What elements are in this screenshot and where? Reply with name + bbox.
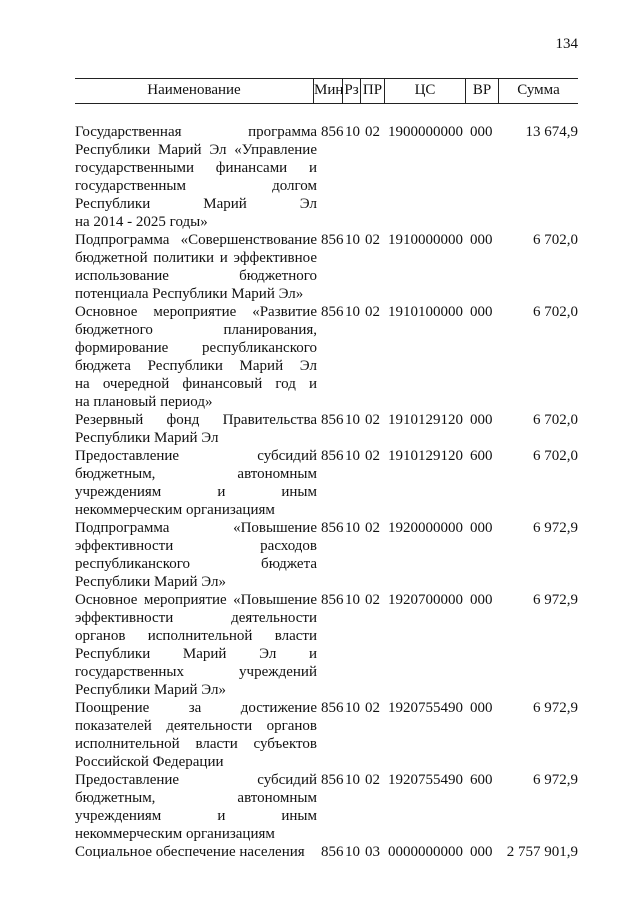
row-min: 856 xyxy=(321,700,344,716)
row-name xyxy=(75,231,317,303)
row-name-line: бюджетного планирования, xyxy=(75,322,317,338)
row-pr: 02 xyxy=(365,592,380,608)
row-min: 856 xyxy=(321,772,344,788)
header-min: Мин xyxy=(314,79,343,103)
row-cs: 1910000000 xyxy=(388,232,463,248)
row-rz: 10 xyxy=(345,448,360,464)
row-vr: 000 xyxy=(470,304,493,320)
row-sum: 6 972,9 xyxy=(533,700,578,716)
row-vr: 000 xyxy=(470,232,493,248)
header-pr: ПР xyxy=(361,79,385,103)
row-vr: 000 xyxy=(470,520,493,536)
row-name-line: эффективности расходов xyxy=(75,538,317,554)
row-name-line: показателей деятельности органов xyxy=(75,718,317,734)
row-rz: 10 xyxy=(345,592,360,608)
row-name-line: бюджетным, автономным xyxy=(75,790,317,806)
row-name-line: формирование республиканского xyxy=(75,340,317,356)
header-name: Наименование xyxy=(75,79,314,103)
row-name xyxy=(75,411,317,447)
row-cs: 1920000000 xyxy=(388,520,463,536)
row-name-line: на плановый период» xyxy=(75,394,213,410)
row-name-line: исполнительной власти субъектов xyxy=(75,736,317,752)
row-pr: 02 xyxy=(365,520,380,536)
row-pr: 02 xyxy=(365,304,380,320)
row-name-line: государственным долгом xyxy=(75,178,317,194)
row-cs: 1920755490 xyxy=(388,772,463,788)
row-cs: 1910129120 xyxy=(388,448,463,464)
row-name-line: Подпрограмма «Повышение xyxy=(75,520,317,536)
row-cs: 1910129120 xyxy=(388,412,463,428)
row-rz: 10 xyxy=(345,232,360,248)
row-name-line: эффективности деятельности xyxy=(75,610,317,626)
row-min: 856 xyxy=(321,124,344,140)
page-number: 134 xyxy=(555,36,578,52)
row-sum: 6 702,0 xyxy=(533,232,578,248)
row-sum: 6 702,0 xyxy=(533,412,578,428)
row-name-line: на очередной финансовый год и xyxy=(75,376,317,392)
row-cs: 1910100000 xyxy=(388,304,463,320)
row-name-line: бюджетной политики и эффективное xyxy=(75,250,317,266)
row-min: 856 xyxy=(321,844,344,860)
row-sum: 6 702,0 xyxy=(533,448,578,464)
row-name-line: Подпрограмма «Совершенствование xyxy=(75,232,317,248)
row-name-line: Республики Марий Эл и xyxy=(75,646,317,662)
row-name xyxy=(75,303,317,411)
row-cs: 1920700000 xyxy=(388,592,463,608)
row-vr: 000 xyxy=(470,700,493,716)
table-header xyxy=(75,78,578,104)
row-sum: 6 972,9 xyxy=(533,772,578,788)
row-name-line: Республики Марий Эл xyxy=(75,196,317,212)
row-name-line: учреждениям и иным xyxy=(75,808,317,824)
row-name xyxy=(75,843,317,861)
row-pr: 02 xyxy=(365,232,380,248)
header-cs: ЦС xyxy=(385,79,466,103)
row-name-line: Предоставление субсидий xyxy=(75,772,317,788)
row-pr: 02 xyxy=(365,412,380,428)
row-sum: 6 972,9 xyxy=(533,592,578,608)
row-name-line: потенциала Республики Марий Эл» xyxy=(75,286,304,302)
row-name xyxy=(75,771,317,843)
row-sum: 13 674,9 xyxy=(525,124,578,140)
row-vr: 000 xyxy=(470,592,493,608)
row-name xyxy=(75,519,317,591)
header-rz: Рз xyxy=(343,79,361,103)
row-min: 856 xyxy=(321,412,344,428)
row-name-line: Резервный фонд Правительства xyxy=(75,412,317,428)
row-rz: 10 xyxy=(345,124,360,140)
row-vr: 000 xyxy=(470,412,493,428)
row-min: 856 xyxy=(321,304,344,320)
row-pr: 02 xyxy=(365,772,380,788)
row-name-line: органов исполнительной власти xyxy=(75,628,317,644)
row-rz: 10 xyxy=(345,520,360,536)
row-name-line: Социальное обеспечение населения xyxy=(75,844,305,860)
row-name-line: Республики Марий Эл» xyxy=(75,574,226,590)
row-vr: 600 xyxy=(470,772,493,788)
row-name-line: учреждениям и иным xyxy=(75,484,317,500)
row-name-line: на 2014 - 2025 годы» xyxy=(75,214,208,230)
row-rz: 10 xyxy=(345,412,360,428)
row-vr: 600 xyxy=(470,448,493,464)
row-name-line: государственными финансами и xyxy=(75,160,317,176)
row-name-line: государственных учреждений xyxy=(75,664,317,680)
row-cs: 1900000000 xyxy=(388,124,463,140)
row-name-line: Основное мероприятие «Повышение xyxy=(75,592,317,608)
row-name-line: Республики Марий Эл xyxy=(75,430,219,446)
row-name-line: Российской Федерации xyxy=(75,754,224,770)
row-pr: 02 xyxy=(365,448,380,464)
row-name-line: бюджета Республики Марий Эл xyxy=(75,358,317,374)
row-sum: 6 972,9 xyxy=(533,520,578,536)
row-vr: 000 xyxy=(470,844,493,860)
header-sum: Сумма xyxy=(517,82,560,98)
row-name-line: некоммерческим организациям xyxy=(75,502,275,518)
row-name-line: Предоставление субсидий xyxy=(75,448,317,464)
row-pr: 02 xyxy=(365,700,380,716)
row-name-line: Основное мероприятие «Развитие xyxy=(75,304,317,320)
row-pr: 02 xyxy=(365,124,380,140)
row-name xyxy=(75,123,317,231)
row-min: 856 xyxy=(321,520,344,536)
row-cs: 1920755490 xyxy=(388,700,463,716)
row-name xyxy=(75,591,317,699)
row-name xyxy=(75,699,317,771)
row-rz: 10 xyxy=(345,304,360,320)
row-name-line: Республики Марий Эл «Управление xyxy=(75,142,317,158)
row-name-line: использование бюджетного xyxy=(75,268,317,284)
header-vr: ВР xyxy=(466,79,499,103)
row-vr: 000 xyxy=(470,124,493,140)
row-name-line: бюджетным, автономным xyxy=(75,466,317,482)
row-min: 856 xyxy=(321,232,344,248)
row-pr: 03 xyxy=(365,844,380,860)
row-name-line: Республики Марий Эл» xyxy=(75,682,226,698)
row-name-line: республиканского бюджета xyxy=(75,556,317,572)
row-name xyxy=(75,447,317,519)
row-min: 856 xyxy=(321,592,344,608)
row-name-line: некоммерческим организациям xyxy=(75,826,275,842)
row-sum: 6 702,0 xyxy=(533,304,578,320)
row-sum: 2 757 901,9 xyxy=(506,844,578,860)
row-name-line: Поощрение за достижение xyxy=(75,700,317,716)
row-name-line: Государственная программа xyxy=(75,124,317,140)
row-min: 856 xyxy=(321,448,344,464)
row-cs: 0000000000 xyxy=(388,844,463,860)
row-rz: 10 xyxy=(345,700,360,716)
row-rz: 10 xyxy=(345,772,360,788)
row-rz: 10 xyxy=(345,844,360,860)
